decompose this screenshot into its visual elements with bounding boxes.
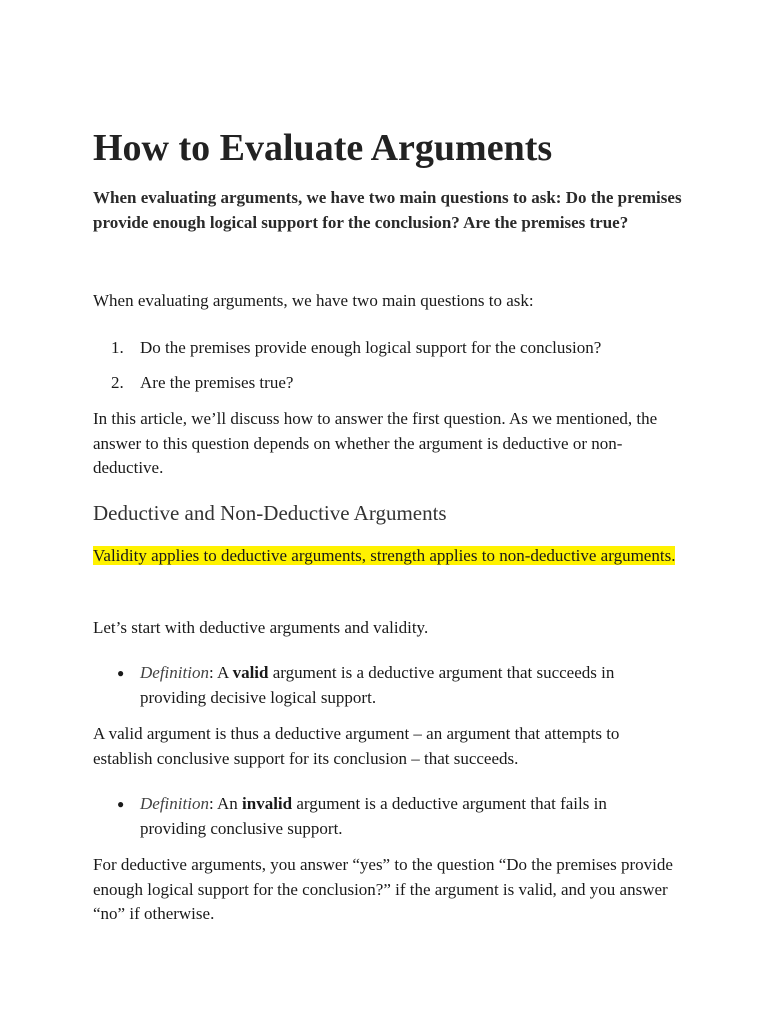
section-heading: Deductive and Non-Deductive Arguments [93, 501, 447, 525]
page-title: How to Evaluate Arguments [93, 127, 553, 169]
definition-term: invalid [242, 794, 293, 813]
list-number: 2. [111, 373, 124, 392]
list-item-text: Do the premises provide enough logical support for the conclusion? [140, 338, 602, 357]
article-paragraph: In this article, we’ll discuss how to answer the first question. As we mentioned, the answer to this question depends on whether the argument is deductive or non-deductive. [93, 409, 658, 477]
list-item [111, 336, 601, 361]
definition-valid-bullet [117, 661, 677, 710]
definition-label: Definition [140, 794, 209, 813]
list-number: 1. [111, 338, 124, 357]
lead-paragraph: When evaluating arguments, we have two main questions to ask: [93, 291, 534, 310]
deductive-paragraph: For deductive arguments, you answer “yes” to the question “Do the premises provide enough logical support for the conclusion?” if the argument is valid, and you answer “no” if otherwise. [93, 855, 673, 923]
definition-connector: : A [208, 663, 233, 682]
definition-text [117, 792, 677, 841]
definition-connector: : An [208, 794, 243, 813]
list-item [111, 371, 293, 396]
list-item-text: Are the premises true? [140, 373, 294, 392]
highlight-text: Validity applies to deductive arguments, strength applies to non-deductive arguments. [93, 546, 676, 565]
valid-paragraph: A valid argument is thus a deductive argument – an argument that attempts to establish conclusive support for its conclusion – that succeeds. [93, 724, 620, 768]
definition-label: Definition [140, 663, 209, 682]
definition-body: argument is a deductive argument that succeeds in providing decisive logical support. [140, 663, 615, 707]
bullet-icon: ● [117, 666, 125, 680]
definition-invalid-bullet [117, 792, 677, 841]
start-paragraph: Let’s start with deductive arguments and validity. [93, 618, 429, 637]
intro-summary: When evaluating arguments, we have two main questions to ask: Do the premises provide enough logical support for the conclusion? Are the premises true? [93, 188, 682, 232]
definition-text [117, 661, 677, 710]
definition-term: valid [232, 663, 269, 682]
highlighted-statement [93, 544, 683, 569]
bullet-icon: ● [117, 797, 125, 811]
definition-body: argument is a deductive argument that fails in providing conclusive support. [140, 794, 607, 838]
